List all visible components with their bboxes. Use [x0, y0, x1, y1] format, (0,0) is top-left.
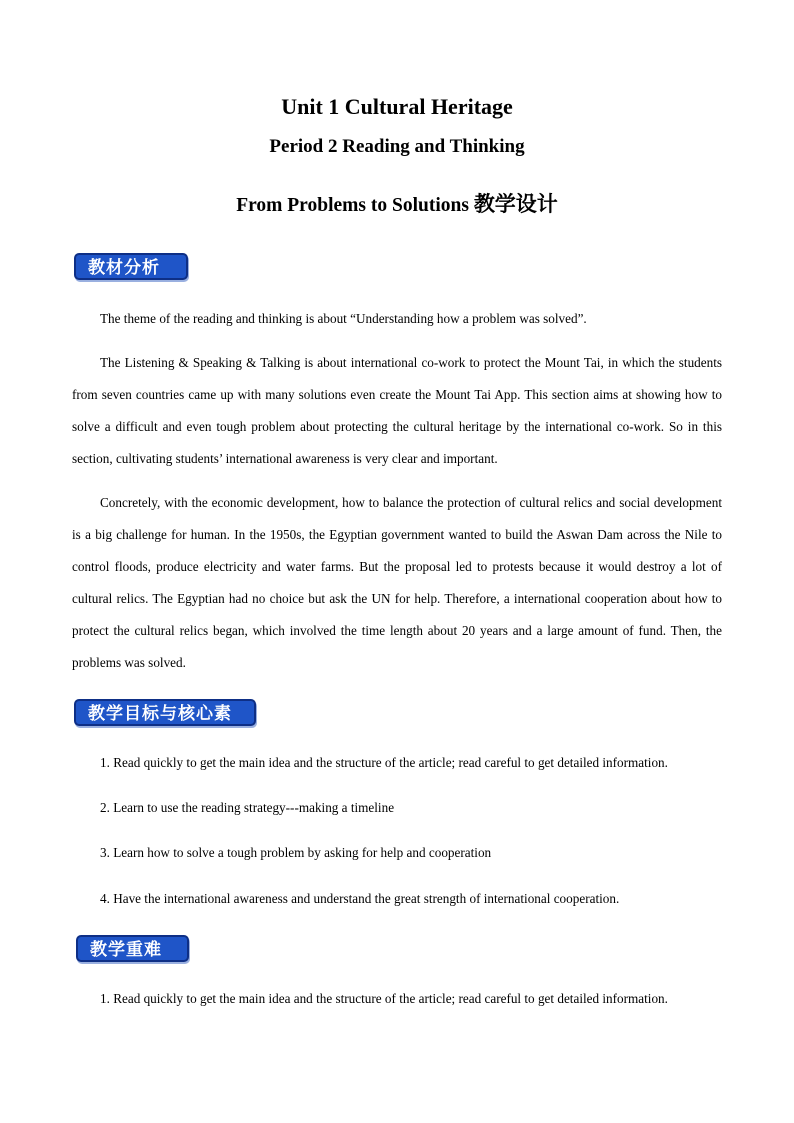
lesson-title [0, 188, 794, 218]
unit-title: Unit 1 Cultural Heritage [281, 94, 513, 119]
period-title: Period 2 Reading and Thinking [269, 136, 525, 157]
analysis-paragraph-3: Concretely, with the economic development, how to balance the protection of cultural relics and social development is a big challenge for human. In the 1950s, the Egyptian government wanted to build the Aswan Dam across the Nile to control floods, produce electricity and water farms. But the proposal led to protests because it would destroy a lot of cultural relics. The Egyptian had no choice but ask the UN for help. Therefore, a international cooperation about how to protect the cultural relics began, which involved the time length about 20 years and a large amount of fund. Then, the problems was solved. [72, 495, 722, 670]
lesson-title-suffix: 教学设计 [473, 192, 558, 216]
key-point-item-1: 1. Read quickly to get the main idea and the structure of the article; read careful to get detailed information. [100, 991, 668, 1006]
analysis-paragraph-2: The Listening & Speaking & Talking is about international co-work to protect the Mount Tai, in which the students from seven countries came up with many solutions even create the Mount Tai App. This section aims at showing how to solve a difficult and even tough problem about protecting the cultural heritage by the international co-work. So in this section, cultivating students’ international awareness is very clear and important. [72, 355, 722, 466]
lesson-title-en: From Problems to Solutions [236, 195, 469, 216]
objective-item-4: 4. Have the international awareness and understand the great strength of international cooperation. [100, 891, 620, 906]
objective-item-2: 2. Learn to use the reading strategy---making a timeline [100, 800, 395, 815]
objective-item-1: 1. Read quickly to get the main idea and the structure of the article; read careful to get detailed information. [100, 755, 668, 770]
section-badge-objectives: 教学目标与核心素养 [74, 699, 256, 726]
section-badge-key-points: 教学重难点 [76, 935, 189, 962]
analysis-paragraph-1: The theme of the reading and thinking is about “Understanding how a problem was solved”. [100, 311, 587, 326]
objective-item-3: 3. Learn how to solve a tough problem by asking for help and cooperation [100, 845, 492, 860]
section-badge-analysis: 教材分析 [74, 253, 188, 280]
